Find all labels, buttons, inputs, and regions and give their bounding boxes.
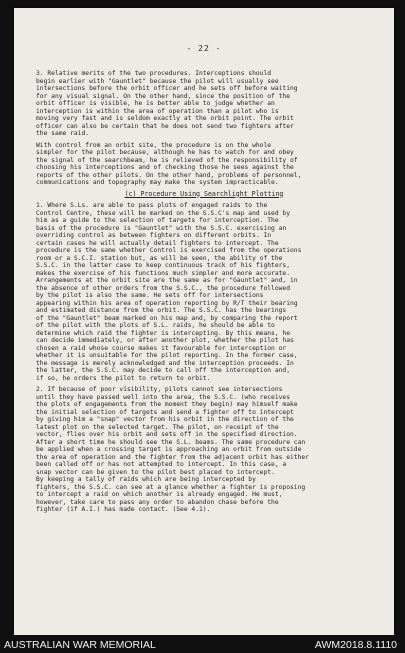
page-number: - 22 - bbox=[186, 44, 222, 53]
footer-bar bbox=[0, 635, 405, 653]
paragraph-2: 2. If because of poor visibility, pilots cannot see intersections until they have passed well into the area, the S.S.C. (who receives the plots of engagements from the moment they begin) may himself make the initial selection of targets and send a fighter off to intercept by giving him a "snap" vector from his orbit in the direction of the latest plot on the selected target. The pilot, on receipt of the vector, flies over his orbit and sets off in the specified direction. After a short time he should see the S.L. beams. The same procedure can be applied when a crossing target is approaching an orbit from outside the area of operation and the fighter from the adjacent orbit has either been called off or has not attempted to intercept. In this case, a snap vector can be given to the pilot best placed to intercept. By keeping a tally of raids which are being intercepted by fighters, the S.S.C. can see at a glance whether a fighter is proposing to intercept a raid on which another is already engaged. He must, however, take care to pass any order to abandon chase before the fighter (if A.I.) has made contact. (See 4.1). bbox=[36, 386, 309, 513]
footer-accession-number: AWM2018.8.1110 bbox=[314, 639, 397, 651]
paragraph-orbit-control: With control from an orbit site, the procedure is on the whole simpler for the pilot because, although he has to watch for and obey the signal of the searchbeam, he is relieved of the responsibility of choosing his interceptions and of checking those he sees against the reports of the other pilots. On the other hand, problems of personnel, communications and topography may make the system impracticable. bbox=[36, 141, 302, 186]
paragraph-relative-merits: 3. Relative merits of the two procedures. Interceptions should begin earlier with "Gauntlet" because the pilot will usually see intersections before the orbit officer and he sets off before waiting for any visual signal. On the other hand, since the position of the orbit officer is visible, he is better able to judge whether an interception is within the area of operation than a pilot who is moving very fast and is seldom exactly at the orbit point. The orbit officer can also be certain that he does not send two fighters after the same raid. bbox=[36, 70, 298, 137]
section-heading: (c) Procedure Using Searchlight Plotting bbox=[124, 189, 284, 198]
document-body bbox=[36, 70, 372, 514]
footer-institution: AUSTRALIAN WAR MEMORIAL bbox=[4, 639, 156, 651]
document-page bbox=[14, 8, 394, 635]
paragraph-1: 1. Where S.Ls. are able to pass plots of engaged raids to the Control Centre, these will be marked on the S.S.C's map and used by him as a guide to the selection of targets for interception. The basis of the procedure is "Gauntlet" with the S.S.C. exercising an overriding control as between fighters on different orbits. In certain cases he will actually detail fighters to intercept. The procedure is the same whether Control is exercised from the operations room or a S.C.I. station but, as will be seen, the ability of the S.S.C. in the latter case to keep continuous track of his fighters, makes the exercise of his functions much simpler and more accurate. Arrangements at the orbit site are the same as for "Gauntlet" and, in the absence of other orders from the S.S.C., the procedure followed by the pilot is also the same. He sets off for intersections appearing within his area of operation reporting by R/T their bearing and estimated distance from the orbit. The S.S.C. has the bearings of the "Gauntlet" beam marked on his map and, by comparing the report of the pilot with the plots of S.L. raids, he should be able to determine which raid the fighter is intercepting. By this means, he can decide immediately, or after another plot, whether the pilot has chosen a raid whose course makes it favourable for interception or whether it is unsuitable for the pilot reporting. In the former case, the message is merely acknowledged and the interception proceeds. In the latter, the S.S.C. may decide to call off the interception and, if so, he orders the pilot to return to orbit. bbox=[36, 202, 302, 382]
